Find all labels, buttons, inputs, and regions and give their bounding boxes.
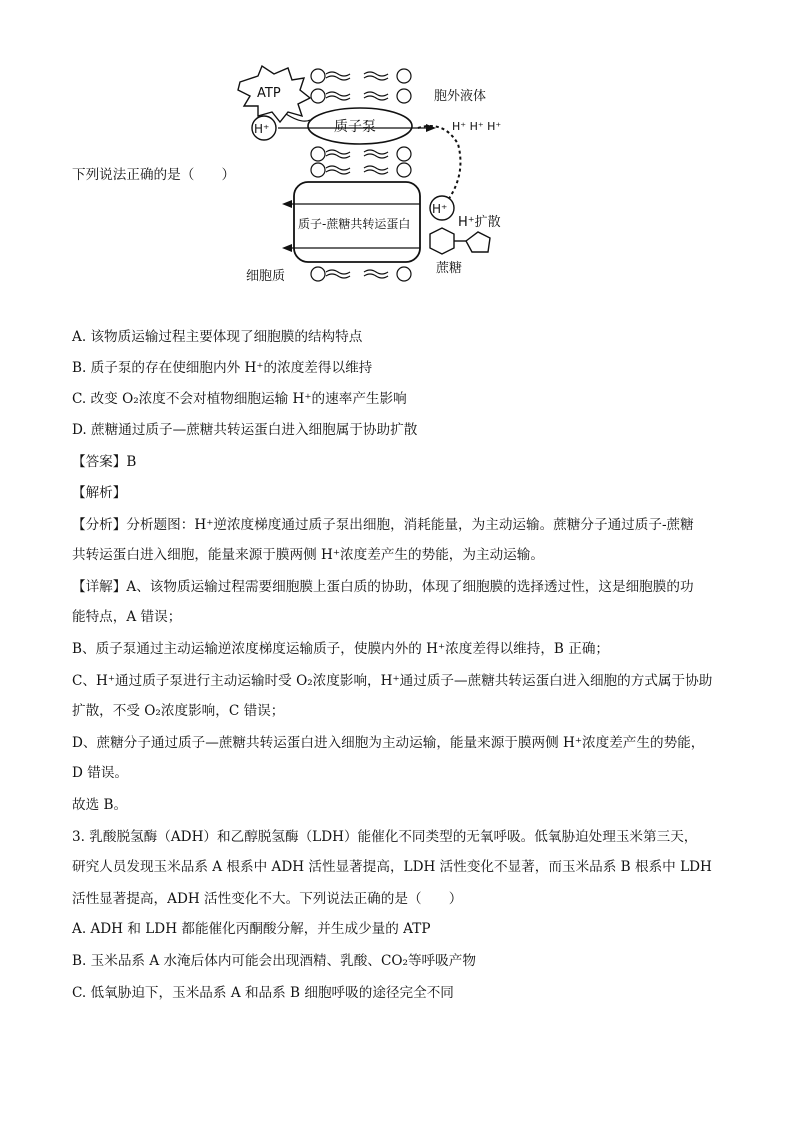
fructose-ring-icon (466, 232, 490, 252)
upper-membrane (311, 69, 411, 103)
analysis-title: 【解析】 (72, 485, 127, 501)
answer-line: 【答案】B (72, 454, 137, 470)
analysis-line: 故选 B。 (72, 797, 128, 813)
analysis-line: 【分析】分析题图：H⁺逆浓度梯度通过质子泵出细胞，消耗能量，为主动运输。蔗糖分子通过质子-蔗糖 (72, 517, 694, 533)
analysis-line: 能特点，A 错误； (72, 609, 182, 625)
lower-membrane (311, 267, 411, 281)
cotransporter-label: 质子-蔗糖共转运蛋白 (298, 217, 411, 231)
middle-membrane (311, 147, 411, 177)
q3-stem-line: 研究人员发现玉米品系 A 根系中 ADH 活性显著提高，LDH 活性变化不显著，而玉米品系 B 根系中 LDH (72, 859, 712, 875)
q3-option-a: A. ADH 和 LDH 都能催化丙酮酸分解，并生成少量的 ATP (72, 921, 431, 937)
q3-stem-line: 3. 乳酸脱氢酶（ADH）和乙醇脱氢酶（LDH）能催化不同类型的无氧呼吸。低氧胁迫处理玉米第三天， (72, 829, 698, 845)
analysis-line: 共转运蛋白进入细胞，能量来源于膜两侧 H⁺浓度差产生的势能，为主动运输。 (72, 547, 544, 563)
arrow-head-top-icon (282, 200, 292, 208)
extracellular-label: 胞外液体 (434, 89, 487, 104)
h-ion-label: H⁺ (254, 122, 270, 136)
analysis-line: B、质子泵通过主动运输逆浓度梯度运输质子，使膜内外的 H⁺浓度差得以维持，B 正确； (72, 641, 610, 657)
cytoplasm-label: 细胞质 (246, 269, 286, 284)
option-c: C. 改变 O₂浓度不会对植物细胞运输 H⁺的速率产生影响 (72, 391, 407, 407)
h-diffusion-label: H⁺扩散 (458, 215, 501, 230)
option-b: B. 质子泵的存在使细胞内外 H⁺的浓度差得以维持 (72, 360, 373, 376)
analysis-line: 扩散，不受 O₂浓度影响，C 错误； (72, 703, 285, 719)
analysis-line: D 错误。 (72, 765, 129, 781)
q3-option-b: B. 玉米品系 A 水淹后体内可能会出现酒精、乳酸、CO₂等呼吸产物 (72, 953, 476, 969)
analysis-line: D、蔗糖分子通过质子—蔗糖共转运蛋白进入细胞为主动运输，能量来源于膜两侧 H⁺浓度差产生的势能， (72, 735, 705, 751)
glucose-ring-icon (430, 228, 454, 254)
h-cluster-label: H⁺ H⁺ H⁺ (452, 120, 502, 133)
analysis-line: 【详解】A、该物质运输过程需要细胞膜上蛋白质的协助，体现了细胞膜的选择透过性，这是细胞膜的功 (72, 579, 694, 595)
option-d: D. 蔗糖通过质子—蔗糖共转运蛋白进入细胞属于协助扩散 (72, 422, 418, 438)
arrow-head-bottom-icon (282, 244, 292, 252)
diagram-svg (230, 62, 530, 292)
h-ion-right-label: H⁺ (432, 202, 448, 216)
q3-option-c: C. 低氧胁迫下，玉米品系 A 和品系 B 细胞呼吸的途径完全不同 (72, 985, 454, 1001)
question-stem: 下列说法正确的是（ ） (72, 167, 236, 183)
proton-pump-label: 质子泵 (334, 119, 376, 135)
q3-stem-line: 活性显著提高，ADH 活性变化不大。下列说法正确的是（ ） (72, 891, 463, 907)
atp-label: ATP (257, 86, 281, 101)
option-a: A. 该物质运输过程主要体现了细胞膜的结构特点 (72, 329, 363, 345)
diffusion-path (418, 126, 460, 200)
analysis-line: C、H⁺通过质子泵进行主动运输时受 O₂浓度影响，H⁺通过质子—蔗糖共转运蛋白进入细胞的方式属于协助 (72, 673, 713, 689)
sucrose-label: 蔗糖 (436, 261, 463, 276)
membrane-transport-diagram (230, 62, 530, 292)
